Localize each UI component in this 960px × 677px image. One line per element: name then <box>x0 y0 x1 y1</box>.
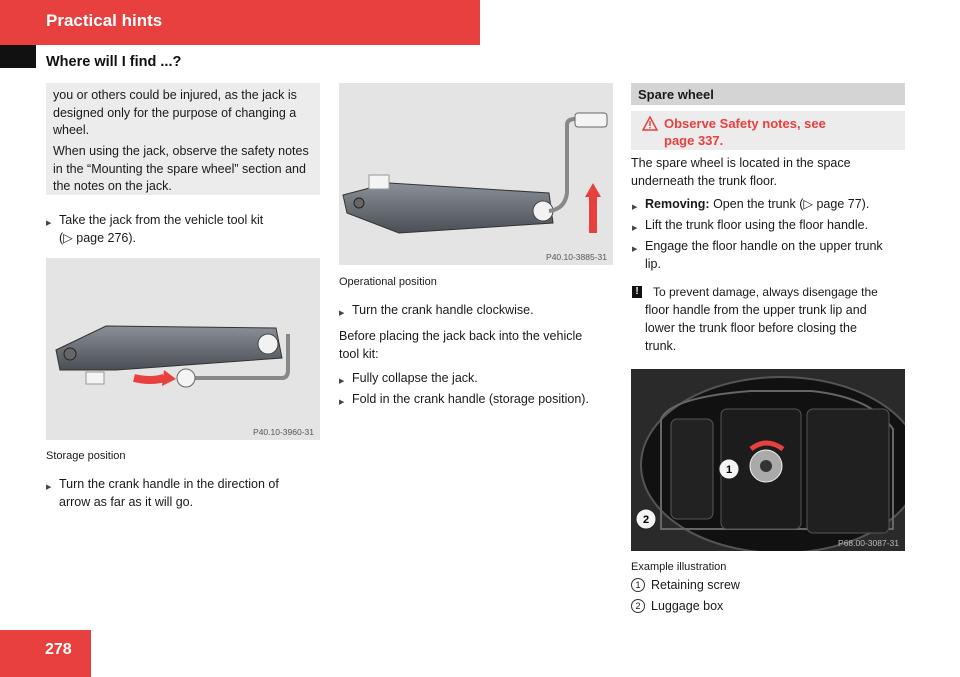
legend-item-1: 1 Retaining screw <box>631 577 740 595</box>
trunk-illustration <box>631 369 905 551</box>
figure-trunk <box>631 369 905 551</box>
paragraph-before-placing: Before placing the jack back into the vehicle <box>339 329 583 343</box>
warning-text: Observe Safety notes, see page 337. <box>664 116 826 148</box>
legend-number-2: 2 <box>631 599 645 613</box>
step-turn-clockwise: ▶ Turn the crank handle clockwise. <box>352 302 534 320</box>
legend-number-1: 1 <box>631 578 645 592</box>
step-turn-crank: ▶ Turn the crank handle in the direction of <box>59 476 279 494</box>
page-number-block <box>0 630 91 677</box>
step-fold-crank: ▶ Fold in the crank handle (storage position). <box>352 391 589 409</box>
step-engage-handle-2: lip. <box>645 257 661 271</box>
step-removing: ▶ Removing: Open the trunk (▷ page 77). <box>645 196 869 214</box>
callout-1: 1 <box>725 464 733 476</box>
step-take-jack-ref: (▷ page 276). <box>59 231 137 245</box>
spare-wheel-header <box>631 83 905 105</box>
damage-note-3: lower the trunk floor before closing the <box>645 321 857 335</box>
figure-code: P68.00-3087-31 <box>838 538 899 548</box>
warning-box <box>631 111 905 150</box>
page-subtitle: Where will I find ...? <box>46 54 182 70</box>
damage-note-2: floor handle from the upper trunk lip and <box>645 303 867 317</box>
step-engage-handle: ▶ Engage the floor handle on the upper trunk <box>645 238 883 256</box>
warning-page-link[interactable]: page 337. <box>664 133 724 148</box>
section-header-bar <box>0 0 480 45</box>
damage-note: To prevent damage, always disengage the <box>653 285 878 299</box>
figure-jack-storage <box>46 258 320 440</box>
figure-caption: Operational position <box>339 276 437 288</box>
spare-wheel-title: Spare wheel <box>638 87 714 102</box>
step-turn-crank-2: arrow as far as it will go. <box>59 495 194 509</box>
intro-text: The spare wheel is located in the space <box>631 156 851 170</box>
figure-jack-operational <box>339 83 613 265</box>
section-title: Practical hints <box>46 11 163 30</box>
warning-triangle-icon <box>642 116 658 131</box>
jack-storage-illustration <box>46 258 320 440</box>
damage-note-4: trunk. <box>645 339 677 353</box>
intro-text-2: underneath the trunk floor. <box>631 174 777 188</box>
caution-icon: ! <box>632 286 642 298</box>
header-marker <box>0 45 36 68</box>
figure-code: P40.10-3960-31 <box>253 427 314 437</box>
warning-text-2: When using the jack, observe the safety notes in the “Mounting the spare wheel” section and the notes on the jack. <box>53 144 309 193</box>
callout-2: 2 <box>642 514 650 526</box>
step-take-jack: ▶ Take the jack from the vehicle tool kit <box>59 212 263 230</box>
jack-operational-illustration <box>339 83 613 265</box>
figure-code: P40.10-3885-31 <box>546 252 607 262</box>
page-number: 278 <box>45 641 72 658</box>
step-lift-floor: ▶ Lift the trunk floor using the floor handle. <box>645 217 868 235</box>
figure-caption: Storage position <box>46 450 126 462</box>
paragraph-before-placing-2: tool kit: <box>339 347 379 361</box>
figure-caption: Example illustration <box>631 561 727 573</box>
step-collapse-jack: ▶ Fully collapse the jack. <box>352 370 478 388</box>
legend-item-2: 2 Luggage box <box>631 598 723 616</box>
warning-text-1: you or others could be injured, as the jack is designed only for the purpose of changing a wheel. <box>53 88 297 137</box>
